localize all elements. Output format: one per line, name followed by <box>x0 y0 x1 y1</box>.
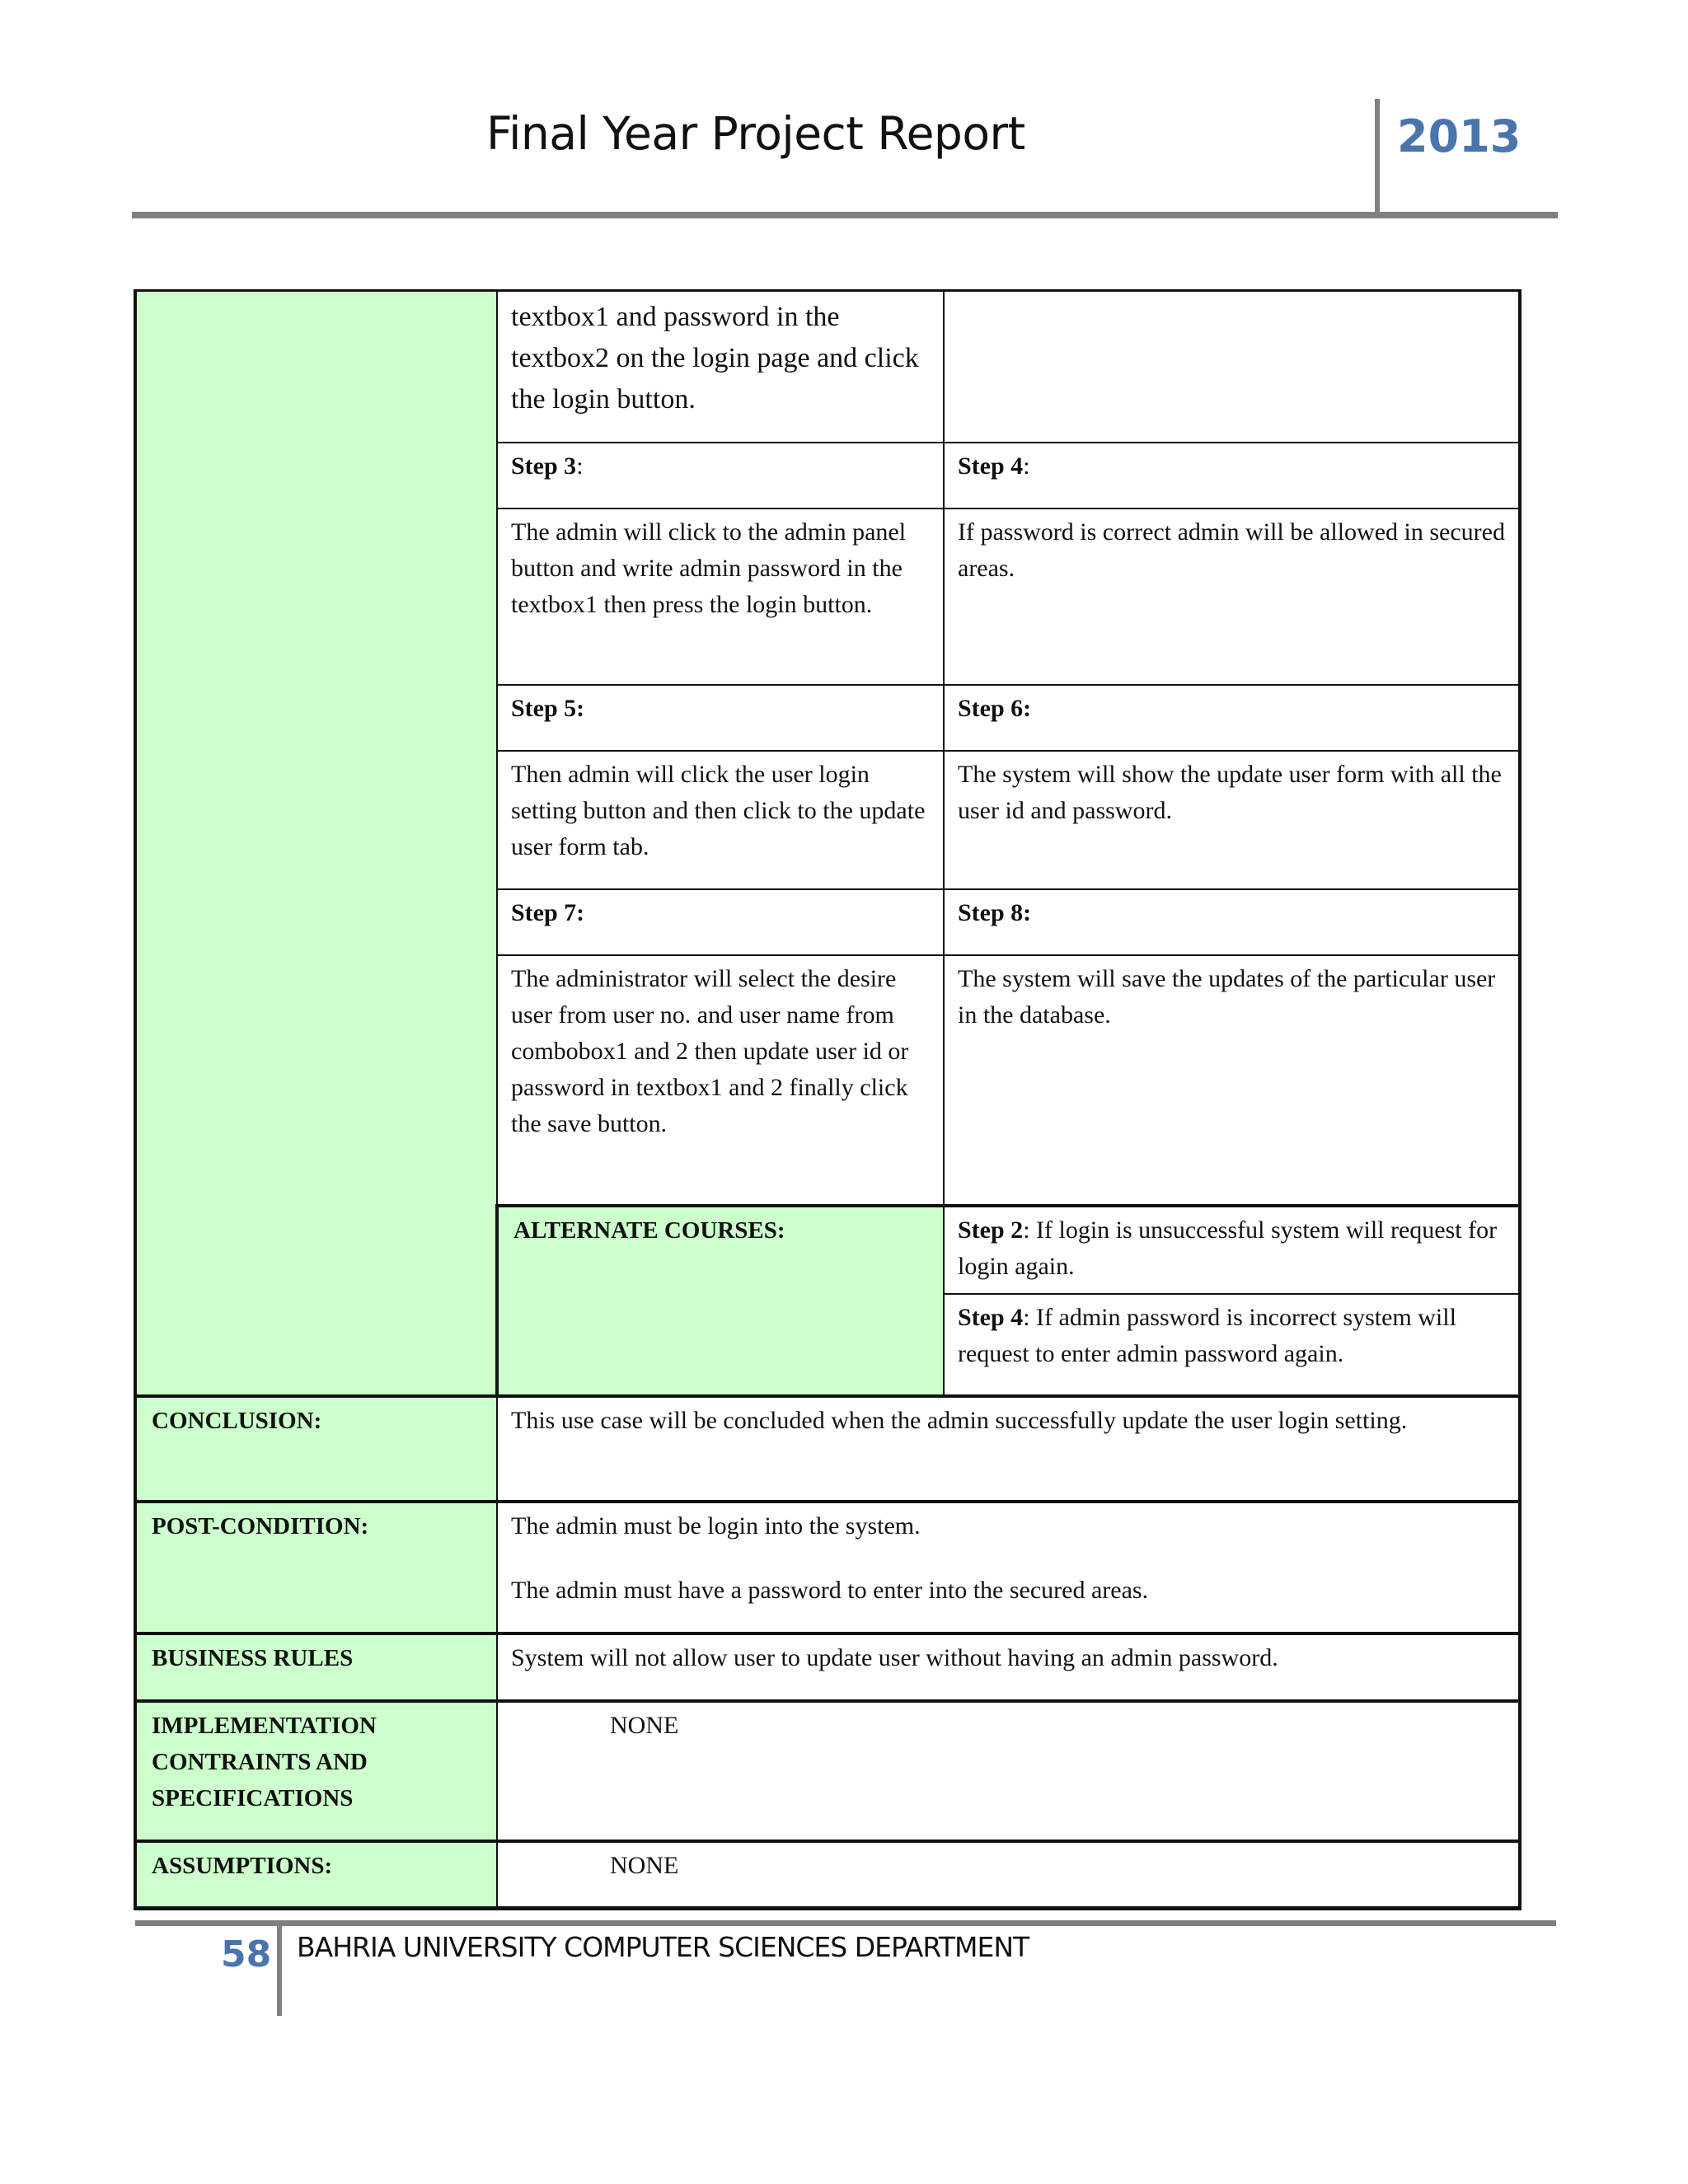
step6-header: Step 6: <box>944 685 1520 751</box>
assumptions-text: NONE <box>497 1841 1520 1909</box>
assumptions-label: ASSUMPTIONS: <box>135 1841 497 1909</box>
page-header <box>0 0 1688 223</box>
implementation-label: IMPLEMENTATION CONTRAINTS AND SPECIFICATIONS <box>135 1701 497 1841</box>
step7-header: Step 7: <box>497 889 944 955</box>
report-title: Final Year Project Report <box>486 107 1025 160</box>
alternate-courses-label: ALTERNATE COURSES: <box>497 1206 944 1396</box>
alternate-course-1: Step 2: If login is unsuccessful system will request for login again. <box>944 1206 1520 1294</box>
step7-text: The administrator will select the desire user from user no. and user name from combobox1 and 2 then update user id or password in textbox1 and 2 finally click the save button. <box>497 955 944 1206</box>
step3-header: Step 3: <box>497 443 944 509</box>
business-rules-text: System will not allow user to update user without having an admin password. <box>497 1633 1520 1701</box>
step4-header: Step 4: <box>944 443 1520 509</box>
page-number: 58 <box>221 1933 272 1975</box>
header-divider-vertical <box>1375 99 1380 216</box>
step8-text: The system will save the updates of the particular user in the database. <box>944 955 1520 1206</box>
report-year: 2013 <box>1397 110 1522 162</box>
post-condition-text <box>497 1502 1520 1633</box>
conclusion-text: This use case will be concluded when the admin successfully update the user login setting. <box>497 1396 1520 1502</box>
post-condition-line-1: The admin must be login into the system. <box>511 1511 921 1540</box>
business-rules-label: BUSINESS RULES <box>135 1633 497 1701</box>
post-condition-line-2: The admin must have a password to enter into the secured areas. <box>511 1576 1149 1604</box>
step3-text: The admin will click to the admin panel button and write admin password in the textbox1 then press the login button. <box>497 509 944 685</box>
footer-department: BAHRIA UNIVERSITY COMPUTER SCIENCES DEPARTMENT <box>297 1931 1029 1963</box>
step6-text: The system will show the update user form with all the user id and password. <box>944 751 1520 889</box>
step4-text: If password is correct admin will be allowed in secured areas. <box>944 509 1520 685</box>
footer-divider-vertical <box>277 1924 282 2016</box>
alternate-course-2: Step 4: If admin password is incorrect system will request to enter admin password again. <box>944 1294 1520 1396</box>
use-case-table <box>134 289 1522 1910</box>
footer-rule <box>135 1920 1556 1926</box>
step5-header: Step 5: <box>497 685 944 751</box>
continued-text: textbox1 and password in the textbox2 on the login page and click the login button. <box>511 302 919 415</box>
continued-text-cell <box>497 291 944 443</box>
step8-header: Step 8: <box>944 889 1520 955</box>
conclusion-label: CONCLUSION: <box>135 1396 497 1502</box>
header-rule <box>132 212 1558 218</box>
label-cell-empty <box>135 291 497 1396</box>
step5-text: Then admin will click the user login setting button and then click to the update user form tab. <box>497 751 944 889</box>
empty-cell <box>944 291 1520 443</box>
post-condition-label: POST-CONDITION: <box>135 1502 497 1633</box>
implementation-text: NONE <box>497 1701 1520 1841</box>
